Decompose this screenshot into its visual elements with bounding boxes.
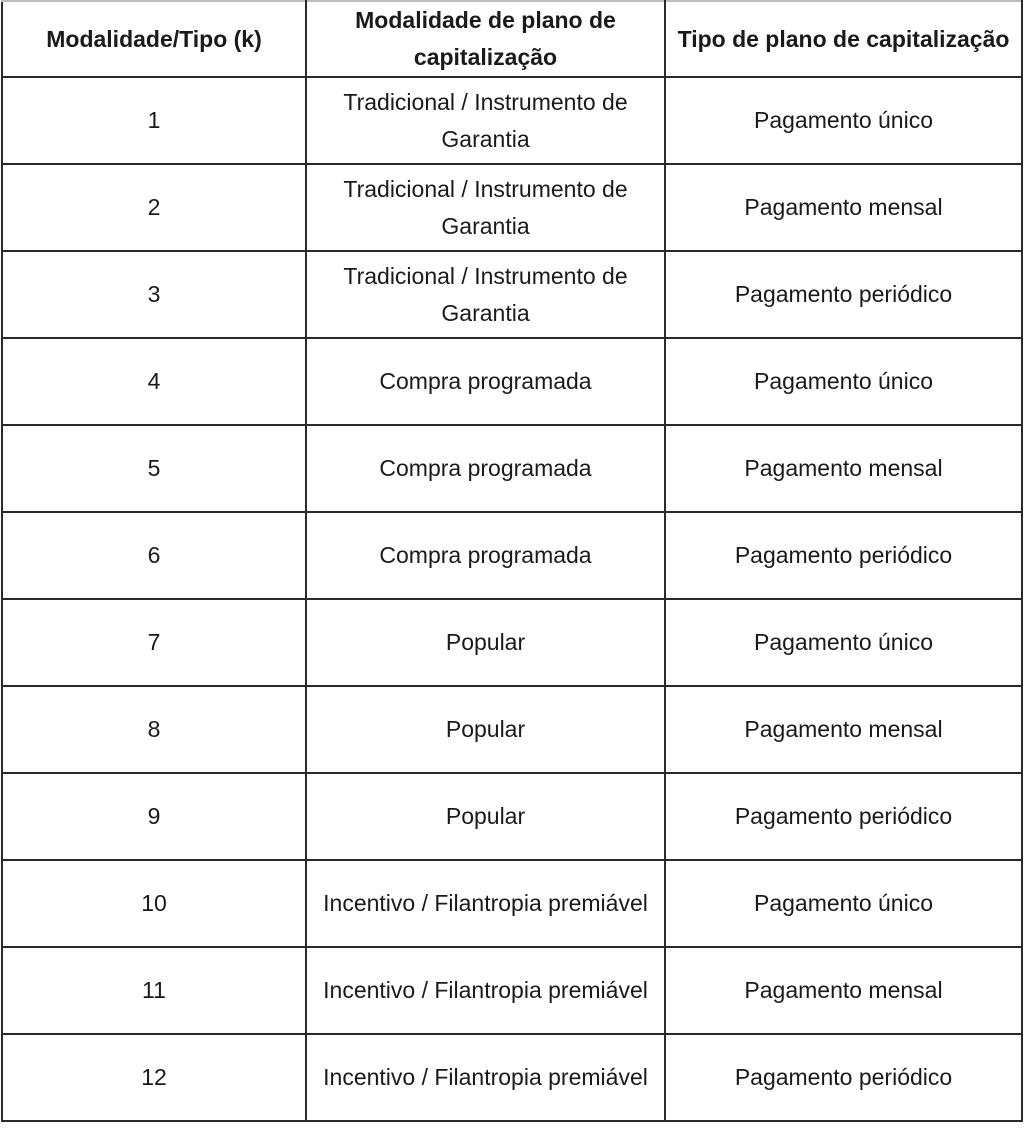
cell-k: 4: [2, 338, 306, 425]
cell-modalidade: Incentivo / Filantropia premiável: [306, 947, 665, 1034]
cell-k: 7: [2, 599, 306, 686]
cell-modalidade: Incentivo / Filantropia premiável: [306, 860, 665, 947]
header-row: [2, 1, 1022, 77]
cell-tipo: Pagamento periódico: [665, 1034, 1022, 1121]
cell-tipo: Pagamento mensal: [665, 425, 1022, 512]
cell-k: 10: [2, 860, 306, 947]
cell-modalidade: Popular: [306, 686, 665, 773]
header-modalidade-plano: Modalidade de plano de capitalização: [306, 1, 665, 77]
cell-tipo: Pagamento mensal: [665, 686, 1022, 773]
cell-k: 12: [2, 1034, 306, 1121]
table-row: [2, 512, 1022, 599]
cell-modalidade: Popular: [306, 599, 665, 686]
table-row: [2, 425, 1022, 512]
table-row: [2, 947, 1022, 1034]
cell-modalidade: Tradicional / Instrumento de Garantia: [306, 164, 665, 251]
cell-tipo: Pagamento único: [665, 77, 1022, 164]
cell-tipo: Pagamento mensal: [665, 164, 1022, 251]
cell-tipo: Pagamento periódico: [665, 773, 1022, 860]
cell-tipo: Pagamento periódico: [665, 251, 1022, 338]
cell-k: 5: [2, 425, 306, 512]
cell-k: 3: [2, 251, 306, 338]
table-row: [2, 338, 1022, 425]
cell-modalidade: Compra programada: [306, 512, 665, 599]
cell-modalidade: Tradicional / Instrumento de Garantia: [306, 77, 665, 164]
cell-k: 8: [2, 686, 306, 773]
cell-modalidade: Popular: [306, 773, 665, 860]
cell-tipo: Pagamento único: [665, 860, 1022, 947]
header-modalidade-tipo: Modalidade/Tipo (k): [2, 1, 306, 77]
table-row: [2, 773, 1022, 860]
cell-modalidade: Tradicional / Instrumento de Garantia: [306, 251, 665, 338]
table-row: [2, 164, 1022, 251]
table-row: [2, 599, 1022, 686]
cell-k: 1: [2, 77, 306, 164]
cell-tipo: Pagamento mensal: [665, 947, 1022, 1034]
table-row: [2, 686, 1022, 773]
table-row: [2, 251, 1022, 338]
cell-modalidade: Incentivo / Filantropia premiável: [306, 1034, 665, 1121]
capitalization-plan-table: [1, 0, 1023, 1122]
cell-k: 11: [2, 947, 306, 1034]
cell-tipo: Pagamento único: [665, 599, 1022, 686]
table-row: [2, 77, 1022, 164]
cell-tipo: Pagamento periódico: [665, 512, 1022, 599]
cell-tipo: Pagamento único: [665, 338, 1022, 425]
cell-k: 2: [2, 164, 306, 251]
cell-k: 9: [2, 773, 306, 860]
table-row: [2, 860, 1022, 947]
cell-modalidade: Compra programada: [306, 425, 665, 512]
header-tipo-plano: Tipo de plano de capitalização: [665, 1, 1022, 77]
cell-k: 6: [2, 512, 306, 599]
cell-modalidade: Compra programada: [306, 338, 665, 425]
table-row: [2, 1034, 1022, 1121]
